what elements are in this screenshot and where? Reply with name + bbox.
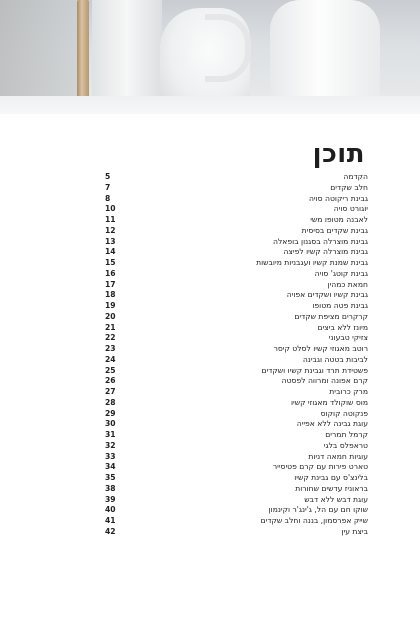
toc-entry[interactable]	[105, 409, 368, 420]
toc-entry-title: גבינת מוצרלה קשיו לפיצה	[283, 247, 368, 257]
toc-page-number: 17	[105, 279, 116, 289]
toc-entry-title: גבינת שמנת קשיו ועגבניות מיובשות	[256, 258, 368, 267]
toc-entry-title: טראפלס בלגי	[323, 440, 368, 450]
toc-page-number: 21	[105, 322, 116, 332]
toc-entry-title: עוגת דבש ללא דבש	[304, 494, 368, 504]
toc-page-number: 23	[105, 344, 116, 353]
toc-entry-title: מוס שוקולד מאגוזי קשיו	[290, 397, 368, 407]
toc-entry[interactable]	[105, 516, 368, 527]
toc-entry-title: פנקוטה קוקוס	[320, 408, 368, 418]
toc-page-number: 5	[105, 172, 111, 181]
toc-entry-title: הקדמה	[343, 172, 368, 181]
toc-entry[interactable]	[105, 419, 368, 430]
toc-entry-title: גבינת ריקוטה סויה	[308, 193, 368, 203]
toc-entry-title: בלינצ'ס עם גבינת קשיו	[294, 473, 368, 482]
toc-page-number: 18	[105, 290, 116, 300]
toc-entry-title: שוקו חם עם הל, ג'ינג'ר וקינמון	[268, 505, 368, 515]
toc-entry[interactable]	[105, 237, 368, 248]
toc-entry[interactable]	[105, 505, 368, 516]
toc-page-number: 31	[105, 430, 116, 439]
toc-page-number: 29	[105, 408, 116, 418]
toc-page-number: 10	[105, 204, 116, 214]
toc-page-number: 30	[105, 419, 116, 429]
toc-entry[interactable]	[105, 258, 368, 269]
toc-page-number: 14	[105, 247, 116, 257]
toc-entry[interactable]	[105, 172, 368, 183]
toc-entry[interactable]	[105, 204, 368, 215]
toc-page-number: 15	[105, 258, 116, 267]
toc-entry-title: פשטידת תרד וגבינת קשיו ושקדים	[261, 365, 368, 375]
toc-entry-title: גבינת קוטג' סויה	[314, 268, 368, 278]
toc-page-number: 12	[105, 225, 116, 235]
toc-entry[interactable]	[105, 441, 368, 452]
toc-entry-title: גבינת מוצרלה בסגנון בופאלה	[273, 236, 368, 246]
toc-page-number: 16	[105, 268, 116, 278]
toc-entry-title: עוגת גבינה ללא אפייה	[296, 419, 368, 429]
toc-entry-title: יוגורט סויה	[333, 204, 368, 214]
toc-entry-title: לאבנה מטופו משי	[310, 215, 368, 224]
toc-page-number: 7	[105, 182, 111, 192]
toc-entry-title: מיונז ללא ביצים	[317, 322, 368, 332]
toc-entry[interactable]	[105, 269, 368, 280]
toc-entry[interactable]	[105, 355, 368, 366]
toc-entry-title: טארט פירות עם קרם פטיסייר	[272, 462, 368, 472]
toc-entry[interactable]	[105, 376, 368, 387]
toc-entry[interactable]	[105, 387, 368, 398]
toc-page-number: 42	[105, 526, 116, 536]
toc-entry[interactable]	[105, 527, 368, 538]
toc-entry-title: שייק אפרסמון, בננה וחלב שקדים	[260, 516, 368, 525]
toc-entry[interactable]	[105, 280, 368, 291]
toc-page-number: 11	[105, 215, 116, 224]
toc-entry-title: קרמל תמרים	[325, 430, 368, 439]
toc-entry[interactable]	[105, 484, 368, 495]
toc-page-number: 8	[105, 193, 111, 203]
toc-entry-title: גבינת פטה מטופו	[312, 301, 368, 310]
toc-entry[interactable]	[105, 194, 368, 205]
toc-page-number: 39	[105, 494, 116, 504]
toc-entry[interactable]	[105, 462, 368, 473]
toc-page-number: 28	[105, 397, 116, 407]
toc-page-number: 33	[105, 451, 116, 461]
toc-page-number: 19	[105, 301, 116, 310]
toc-page-number: 38	[105, 483, 116, 493]
toc-entry-title: ביצת עין	[341, 526, 368, 536]
toc-entry-title: רוטב מאגוזי קשיו לסלט קיסר	[273, 344, 368, 353]
toc-page-number: 34	[105, 462, 116, 472]
page-title: תוכן	[312, 139, 365, 169]
toc-page-number: 24	[105, 354, 116, 364]
toc-page-number: 32	[105, 440, 116, 450]
toc-entry[interactable]	[105, 290, 368, 301]
toc-entry[interactable]	[105, 333, 368, 344]
toc-entry[interactable]	[105, 312, 368, 323]
toc-entry-title: חמאת כמהין	[327, 279, 368, 289]
toc-entry-title: קרקרים מציפת שקדים	[294, 311, 368, 321]
toc-entry[interactable]	[105, 323, 368, 334]
toc-entry[interactable]	[105, 495, 368, 506]
toc-entry[interactable]	[105, 344, 368, 355]
toc-page-number: 26	[105, 376, 116, 386]
hero-photo	[0, 0, 420, 114]
toc-entry[interactable]	[105, 366, 368, 377]
toc-page-number: 35	[105, 473, 116, 482]
toc-entry[interactable]	[105, 247, 368, 258]
toc-page-number: 41	[105, 516, 116, 525]
toc-page-number: 40	[105, 505, 116, 515]
toc-entry-title: צזיקי טבעוני	[328, 333, 368, 343]
toc-entry-title: גבינת קשיו ושקדים אפויה	[286, 290, 368, 300]
toc-entry[interactable]	[105, 430, 368, 441]
toc-entry[interactable]	[105, 215, 368, 226]
toc-entry[interactable]	[105, 398, 368, 409]
toc-page-number: 22	[105, 333, 116, 343]
toc-entry[interactable]	[105, 183, 368, 194]
toc-page-number: 25	[105, 365, 116, 375]
table-of-contents	[105, 172, 368, 538]
toc-entry-title: קרם אפונה ומרווה לפסטה	[281, 376, 368, 386]
hero-table-surface	[0, 96, 420, 114]
toc-entry[interactable]	[105, 301, 368, 312]
toc-entry-title: בראוניז עדשים שחורות	[295, 483, 368, 493]
toc-entry[interactable]	[105, 226, 368, 237]
toc-entry[interactable]	[105, 473, 368, 484]
toc-entry-title: עוגיות חמאה דניות	[308, 451, 368, 461]
toc-entry-title: גבינת שקדים בסיסית	[301, 225, 368, 235]
toc-entry-title: לביבות בטטה וגבינה	[302, 354, 368, 364]
toc-entry-title: מרק כרובית	[329, 387, 368, 396]
toc-page-number: 27	[105, 387, 116, 396]
toc-page-number: 20	[105, 311, 116, 321]
toc-entry[interactable]	[105, 452, 368, 463]
toc-entry-title: חלב שקדים	[330, 182, 368, 192]
toc-page-number: 13	[105, 236, 116, 246]
